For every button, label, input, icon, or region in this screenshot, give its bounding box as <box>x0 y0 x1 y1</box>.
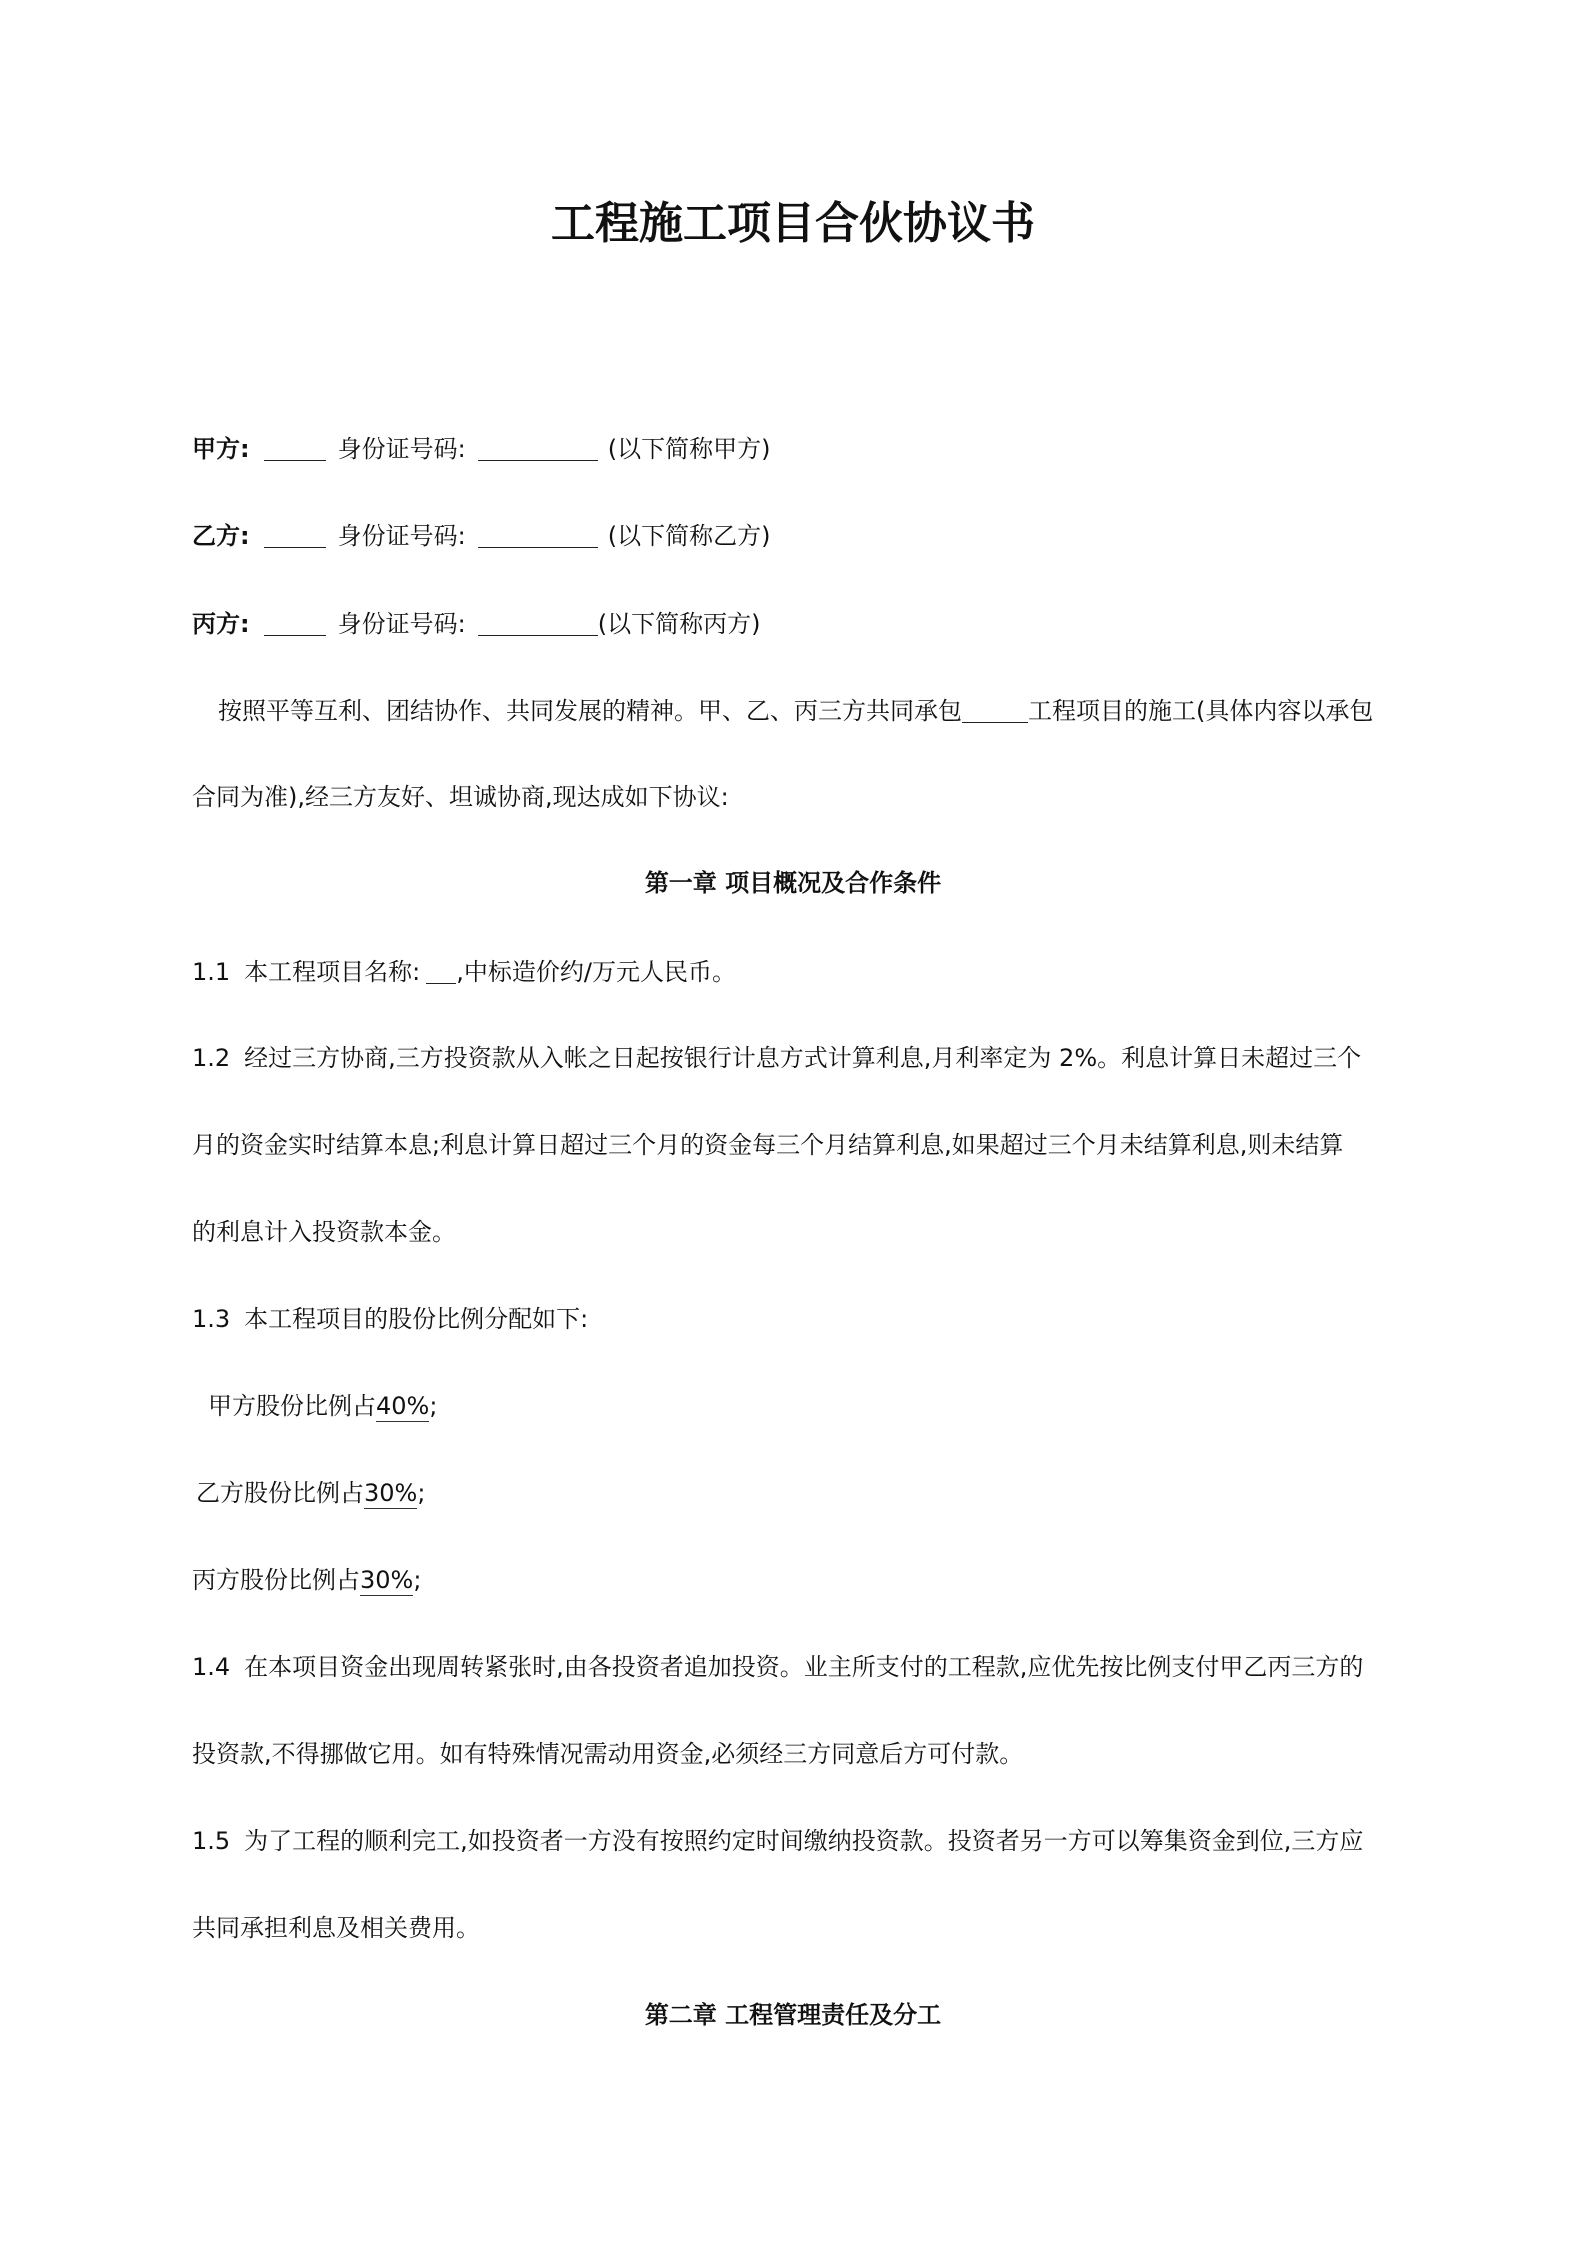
share-value: 40% <box>376 1392 430 1420</box>
clause-text: 在本项目资金出现周转紧张时,由各投资者追加投资。业主所支付的工程款,应优先按比例支付甲乙丙三方的 <box>244 1653 1364 1681</box>
share-line-b <box>196 1477 425 1509</box>
intro-line-2: 合同为准),经三方友好、坦诚协商,现达成如下协议: <box>192 783 729 811</box>
name-blank <box>264 519 326 548</box>
clause-number: 1.4 <box>192 1653 231 1681</box>
party-suffix: (以下简称乙方) <box>607 522 771 550</box>
id-blank <box>478 519 598 548</box>
document-title: 工程施工项目合伙协议书 <box>551 198 1035 249</box>
share-value: 30% <box>364 1479 418 1507</box>
name-blank <box>264 607 326 636</box>
clause-1-3 <box>192 1303 588 1335</box>
party-suffix: (以下简称甲方) <box>607 435 771 463</box>
party-label: 丙方: <box>192 610 250 638</box>
share-end: ; <box>417 1479 426 1507</box>
id-label: 身份证号码: <box>337 522 466 550</box>
share-end: ; <box>413 1566 422 1594</box>
clause-1-2-line-3: 的利息计入投资款本金。 <box>192 1218 456 1246</box>
project-blank <box>962 694 1028 723</box>
clause-1-4-line-2: 投资款,不得挪做它用。如有特殊情况需动用资金,必须经三方同意后方可付款。 <box>192 1740 1024 1768</box>
party-line-a <box>192 432 770 465</box>
clause-number: 1.5 <box>192 1827 231 1855</box>
clause-text: 为了工程的顺利完工,如投资者一方没有按照约定时间缴纳投资款。投资者另一方可以筹集资金到位,三方应 <box>244 1827 1364 1855</box>
share-line-a <box>208 1390 437 1422</box>
clause-number: 1.1 <box>192 958 231 986</box>
clause-text: ,中标造价约/万元人民币。 <box>456 958 736 986</box>
party-label: 乙方: <box>192 522 250 550</box>
intro-text: 按照平等互利、团结协作、共同发展的精神。甲、乙、丙三方共同承包 <box>218 697 962 725</box>
party-label: 甲方: <box>192 435 250 463</box>
id-label: 身份证号码: <box>337 435 466 463</box>
share-value: 30% <box>360 1566 414 1594</box>
clause-text: 经过三方协商,三方投资款从入帐之日起按银行计息方式计算利息,月利率定为 2%。利息计算日未超过三个 <box>244 1044 1362 1072</box>
chapter-heading-1: 第一章 项目概况及合作条件 <box>644 869 942 897</box>
intro-line-1 <box>218 694 1373 727</box>
name-blank <box>264 432 326 461</box>
party-suffix: (以下简称丙方) <box>597 610 761 638</box>
clause-1-2 <box>192 1042 1361 1074</box>
share-label: 乙方股份比例占 <box>196 1479 364 1507</box>
clause-1-5-line-2: 共同承担利息及相关费用。 <box>192 1914 480 1942</box>
id-label: 身份证号码: <box>337 610 466 638</box>
clause-text: 本工程项目名称: <box>244 958 421 986</box>
chapter-heading-2: 第二章 工程管理责任及分工 <box>644 2001 942 2029</box>
clause-1-5 <box>192 1825 1363 1857</box>
project-name-blank <box>426 955 456 984</box>
clause-1-1 <box>192 955 736 988</box>
id-blank <box>478 432 598 461</box>
clause-number: 1.3 <box>192 1305 231 1333</box>
clause-text: 本工程项目的股份比例分配如下: <box>244 1305 589 1333</box>
share-line-c <box>192 1564 421 1596</box>
share-label: 丙方股份比例占 <box>192 1566 360 1594</box>
clause-number: 1.2 <box>192 1044 231 1072</box>
intro-text: 工程项目的施工(具体内容以承包 <box>1028 697 1374 725</box>
party-line-b <box>192 519 770 552</box>
clause-1-4 <box>192 1651 1363 1683</box>
share-end: ; <box>429 1392 438 1420</box>
id-blank <box>478 607 598 636</box>
clause-1-2-line-2: 月的资金实时结算本息;利息计算日超过三个月的资金每三个月结算利息,如果超过三个月未结算利息,则未结算 <box>192 1131 1344 1159</box>
party-line-c <box>192 607 760 640</box>
share-label: 甲方股份比例占 <box>208 1392 376 1420</box>
